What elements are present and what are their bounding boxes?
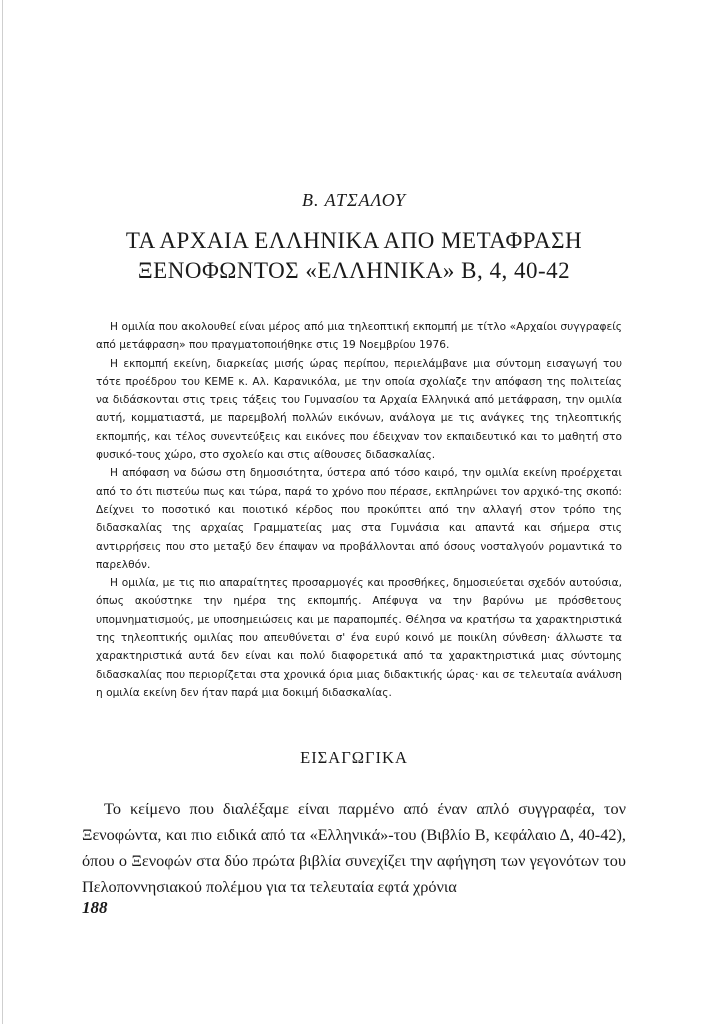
article-title-line-1: ΤΑ ΑΡΧΑΙΑ ΕΛΛΗΝΙΚΑ ΑΠΟ ΜΕΤΑΦΡΑΣΗ — [125, 228, 583, 253]
intro-paragraph-3: Η απόφαση να δώσω στη δημοσιότητα, ύστερα από τόσο καιρό, την ομιλία εκείνη προέρχεται από το ότι πιστεύω πως και τώρα, παρά το χρόνο που πέρασε, εκπληρώνει τον αρχικό-της σκοπό: Δείχνει το ποσοτικό και ποιοτικό κέρδος που προκύπτει από την αλλαγή στον τρόπο της διδασκαλίας της αρχαίας Γραμματείας μας στα Γυμνάσια και απαντά και σήμερα στις αντιρρήσεις που στο μεταξύ δεν έπαψαν να προβάλλονται από όσους νοσταλγούν ρομαντικά το παρελθόν. — [96, 467, 622, 571]
article-title-line-2: ΞΕΝΟΦΩΝΤΟΣ «ΕΛΛΗΝΙΚΑ» Β, 4, 40-42 — [137, 258, 571, 283]
body-section — [82, 796, 626, 900]
author-name: Β. ΑΤΣΑΛΟΥ — [301, 190, 407, 210]
body-paragraph: Το κείμενο που διαλέξαμε είναι παρμένο από έναν απλό συγγραφέα, τον Ξενοφώντα, και πιο ειδικά από τα «Ελληνικά»-του (Βιβλίο Β, κεφάλαιο Δ, 40-42), όπου ο Ξενοφών στα δύο πρώτα βιβλία συνεχίζει την αφήγηση των γεγονότων του Πελοποννησιακού πολέμου για τα τελευταία εφτά χρόνια — [82, 799, 626, 896]
article-title — [0, 226, 708, 286]
scan-edge-line — [2, 0, 3, 1024]
intro-paragraph-1: Η ομιλία που ακολουθεί είναι μέρος από μια τηλεοπτική εκπομπή με τίτλο «Αρχαίοι συγγραφείς από μετάφραση» που πραγματοποιήθηκε στις 19 Νοεμβρίου 1976. — [96, 321, 622, 352]
intro-paragraph-4: Η ομιλία, με τις πιο απαραίτητες προσαρμογές και προσθήκες, δημοσιεύεται σχεδόν αυτούσια, όπως ακούστηκε την ημέρα της εκπομπής. Απέφυγα να την βαρύνω με πρόσθετους υπομνηματισμούς, με υποσημειώσεις και με παραπομπές. Θέλησα να κρατήσω τα χαρακτηριστικά της τηλεοπτικής ομιλίας που απευθύνεται σ' ένα ευρύ κοινό με ποικίλη σύνθεση· άλλωστε τα χαρακτηριστικά αυτά δεν είναι και πολύ διαφορετικά από τα χαρακτηριστικά μιας σύντομης διδασκαλίας που περιορίζεται στα χρονικά όρια μιας διδακτικής ώρας· και σε τελευταία ανάλυση η ομιλία εκείνη δεν ήταν παρά μια δοκιμή διδασκαλίας. — [96, 577, 622, 699]
section-heading: ΕΙΣΑΓΩΓΙΚΑ — [300, 748, 408, 767]
page-number: 188 — [82, 898, 108, 917]
intro-paragraph-2: Η εκπομπή εκείνη, διαρκείας μισής ώρας περίπου, περιελάμβανε μια σύντομη εισαγωγή του τότε προέδρου του ΚΕΜΕ κ. Αλ. Καρανικόλα, με την οποία σχολίαζε την απόφαση της πολιτείας να διδάσκονται στις τρεις τάξεις του Γυμνασίου τα Αρχαία Ελληνικά από μετάφραση, την ομιλία αυτή, κομματιαστά, με παρεμβολή πολλών εικόνων, ανάλογα με τις ανάγκες της τηλεοπτικής εκπομπής, και τέλος συνεντεύξεις και εικόνες που έδειχναν τον εκπαιδευτικό και το μαθητή στο φυσικό-τους χώρο, στο σχολείο και στις αίθουσες διδασκαλίας. — [96, 357, 622, 462]
intro-section — [96, 318, 622, 702]
